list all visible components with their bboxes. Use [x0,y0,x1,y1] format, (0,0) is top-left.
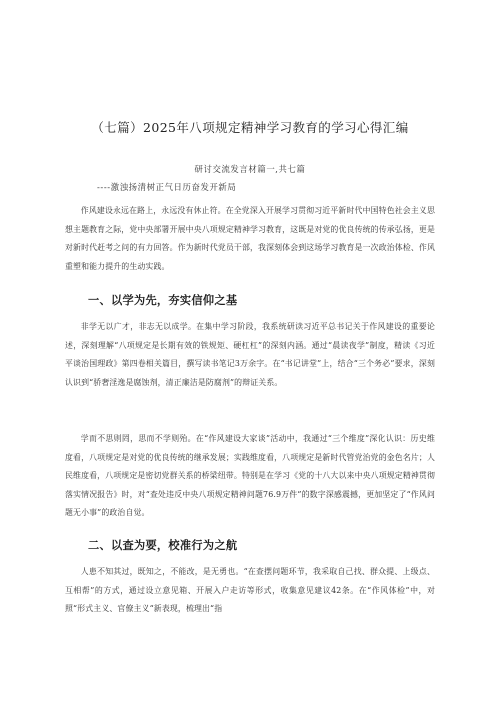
section-1-paragraph-1-block [65,318,435,392]
document-title: （七篇）2025年八项规定精神学习教育的学习心得汇编 [91,120,409,135]
section-1-paragraph-1: 非学无以广才，非志无以成学。在集中学习阶段，我系统研读习近平总书记关于作风建设的重要论述，深刻理解“八项规定是长期有效的铁规矩、硬杠杠”的深刻内涵。通过“晨读夜学”制度，精读《习近平谈治国理政》第四卷相关篇目，撰写读书笔记3万余字。在“书记讲堂”上，结合“三个务必”要求，深刻认识到“骄奢淫逸是腐蚀剂，清正廉洁是防腐剂”的辩证关系。 [65,322,435,387]
section-1-paragraph-2: 学而不思则罔，思而不学则殆。在“作风建设大家谈”活动中，我通过“三个维度”深化认识：历史维度看，八项规定是对党的优良传统的继承发展；实践维度看，八项规定是新时代管党治党的金色名片；人民维度看，八项规定是密切党群关系的桥梁纽带。特别是在学习《党的十八大以来中央八项规定精神贯彻落实情况报告》时，对“查处违反中央八项规定精神问题76.9万件”的数字深感震撼，更加坚定了“作风问题无小事”的政治自觉。 [65,434,435,518]
intro-paragraph-block [65,202,435,276]
section-2-paragraph-1-block [65,563,435,619]
section-1-heading: 一、以学为先，夯实信仰之基 [88,294,238,307]
section-2-heading: 二、以查为要，校准行为之航 [88,539,238,552]
document-sub-subtitle: ----激浊扬清树正气日历奋发开新局 [97,182,237,192]
section-2-paragraph-1: 人患不知其过，既知之，不能改，是无勇也。“在查摆问题环节，我采取自己找、群众提、上级点、互相帮”的方式，通过设立意见箱、开展入户走访等形式，收集意见建议42条。在“作风体检”中，对照“形式主义、官僚主义“新表现，梳理出“指 [65,567,435,614]
intro-paragraph: 作风建设永远在路上，永远没有休止符。在全党深入开展学习贯彻习近平新时代中国特色社会主义思想主题教育之际，党中央部署开展中央八项规定精神学习教育，这既是对党的优良传统的传承弘扬，更是对新时代赶考之问的有力回答。作为新时代党员干部，我深刻体会到这场学习教育是一次政治体检、作风重塑和能力提升的生动实践。 [65,206,435,271]
section-1-paragraph-2-block [65,430,435,523]
document-subtitle: 研讨交流发言材篇一,共七篇 [194,164,306,174]
